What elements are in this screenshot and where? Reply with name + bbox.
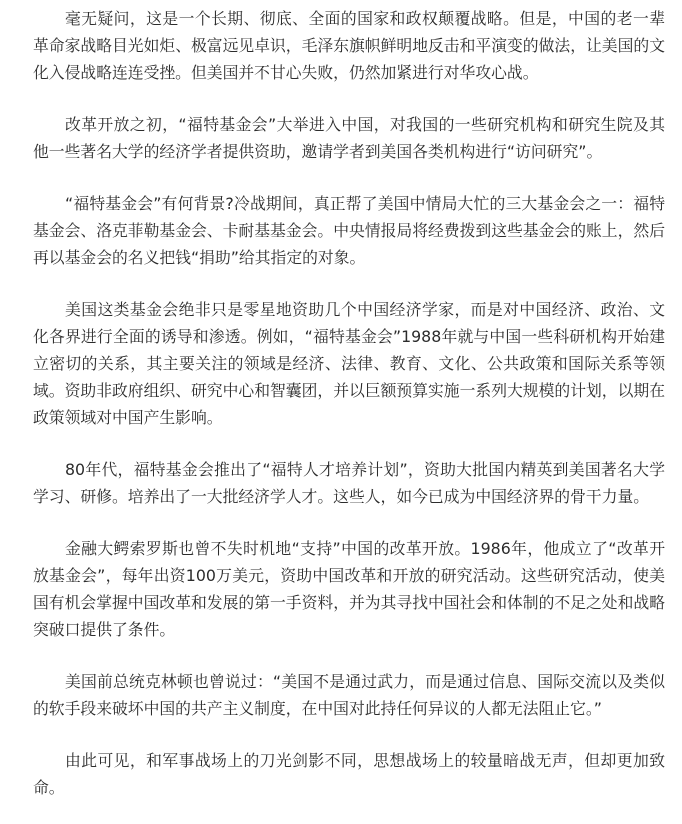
article-paragraph: 改革开放之初，“福特基金会”大举进入中国，对我国的一些研究机构和研究生院及其他一些著名大学的经济学者提供资助，邀请学者到美国各类机构进行“访问研究”。	[33, 115, 665, 161]
article-paragraph: 金融大鳄索罗斯也曾不失时机地“支持”中国的改革开放。1986年，他成立了“改革开放基金会”，每年出资100万美元，资助中国改革和开放的研究活动。这些研究活动，使美国有机会掌握中国改革和发展的第一手资料，并为其寻找中国社会和体制的不足之处和战略突破口提供了条件。	[33, 539, 665, 639]
article-paragraph: 毫无疑问，这是一个长期、彻底、全面的国家和政权颠覆战略。但是，中国的老一辈革命家战略目光如炬、极富远见卓识，毛泽东旗帜鲜明地反击和平演变的做法，让美国的文化入侵战略连连受挫。但美国并不甘心失败，仍然加紧进行对华攻心战。	[33, 9, 665, 82]
article-paragraph: 由此可见，和军事战场上的刀光剑影不同，思想战场上的较量暗战无声，但却更加致命。	[33, 751, 665, 797]
article-paragraph: “福特基金会”有何背景?冷战期间，真正帮了美国中情局大忙的三大基金会之一：福特基金会、洛克菲勒基金会、卡耐基基金会。中央情报局将经费拨到这些基金会的账上，然后再以基金会的名义把钱“捐助”给其指定的对象。	[33, 194, 665, 267]
article-paragraph: 美国这类基金会绝非只是零星地资助几个中国经济学家，而是对中国经济、政治、文化各界进行全面的诱导和渗透。例如，“福特基金会”1988年就与中国一些科研机构开始建立密切的关系，其主要关注的领域是经济、法律、教育、文化、公共政策和国际关系等领域。资助非政府组织、研究中心和智囊团，并以巨额预算实施一系列大规模的计划，以期在政策领域对中国产生影响。	[33, 300, 665, 427]
article-paragraph: 80年代，福特基金会推出了“福特人才培养计划”，资助大批国内精英到美国著名大学学习、研修。培养出了一大批经济学人才。这些人，如今已成为中国经济界的骨干力量。	[33, 460, 665, 506]
article-paragraph: 美国前总统克林顿也曾说过：“美国不是通过武力，而是通过信息、国际交流以及类似的软手段来破坏中国的共产主义制度，在中国对此持任何异议的人都无法阻止它。”	[33, 672, 665, 718]
article-body	[33, 0, 665, 801]
